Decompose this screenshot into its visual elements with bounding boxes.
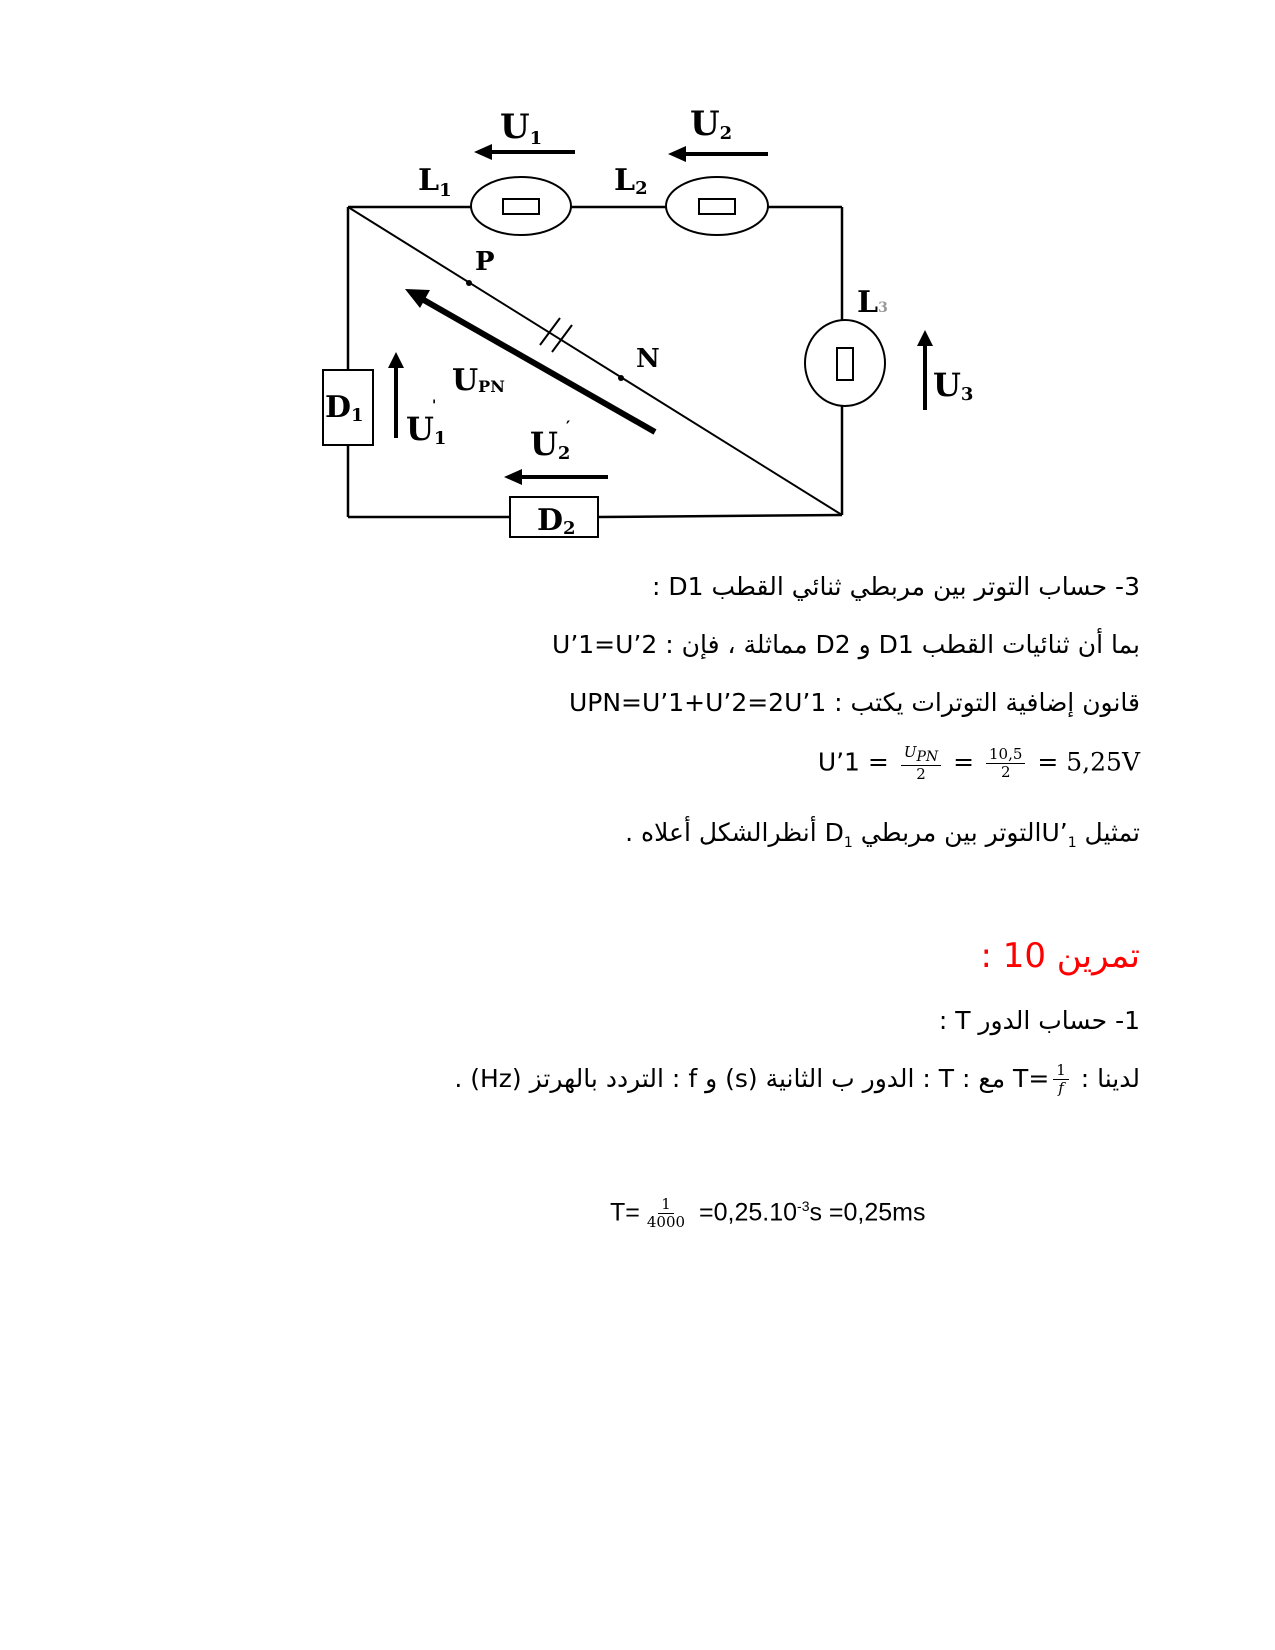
label-l3: L3: [857, 285, 888, 320]
section3-line4: تمثيل $U’_1التوتر$ بين مربطي $D_1$ أنظرالشكل أعلاه .: [625, 818, 1140, 851]
generator-symbol: [540, 318, 572, 352]
point-p: [466, 280, 472, 286]
lamp-l3: [805, 320, 885, 406]
label-u2-prime: U2: [530, 425, 571, 464]
label-d1: D1: [325, 390, 364, 426]
point-n: [618, 375, 624, 381]
lamp-l1: [471, 177, 571, 235]
section3-heading: 3- حساب التوتر بين مربطي ثنائي القطب D1 :: [652, 572, 1140, 601]
circuit-diagram: [320, 95, 1000, 575]
wire-diagonal: [348, 207, 842, 515]
section3-line1: بما أن ثنائيات القطب D1 و D2 مماثلة ، فإن : U’1=U’2: [552, 630, 1140, 659]
label-l2: L2: [614, 163, 648, 199]
exercise10-q1: 1- حساب الدور T :: [938, 1006, 1140, 1035]
lamp-l2: [666, 177, 768, 235]
label-n: N: [636, 344, 660, 374]
label-p: P: [475, 247, 495, 277]
exercise10-definition: لدينا : T= $\frac{1}{f}$ مع : T : الدور ب الثانية (s) و f : التردد بالهرتز (Hz) .: [454, 1061, 1140, 1098]
section3-formula: U’1 = $\frac{U_{PN}}{2}$ = $\frac{10,5}{2}$ = 5,25V: [817, 743, 1140, 784]
label-upn: UPN: [452, 363, 505, 398]
label-u1-prime-mark: ': [432, 398, 437, 414]
u3-arrow: [917, 330, 933, 410]
u1-prime-arrow: [388, 352, 404, 438]
label-u2: U2: [690, 104, 733, 144]
label-d2: D2: [537, 503, 576, 539]
u2-prime-arrow: [504, 469, 608, 485]
upn-arrow: [405, 289, 655, 432]
label-u1: U1: [500, 107, 543, 149]
exercise10-calculation: T= $\frac{1}{4000}$ $=0,25.10^{-3}s =0,25ms$: [610, 1195, 926, 1232]
u2-arrow: [668, 146, 768, 162]
label-u3: U3: [933, 366, 974, 405]
label-u2-prime-mark: ′: [566, 417, 571, 436]
wire-bottom-right: [598, 515, 842, 517]
label-l1: $L_1$: [418, 163, 452, 201]
label-u1-prime: U1: [406, 410, 447, 449]
section3-line2: قانون إضافية التوترات يكتب : UPN=U’1+U’2=2U’1: [568, 688, 1140, 717]
exercise10-title: تمرين 10 :: [980, 936, 1140, 976]
